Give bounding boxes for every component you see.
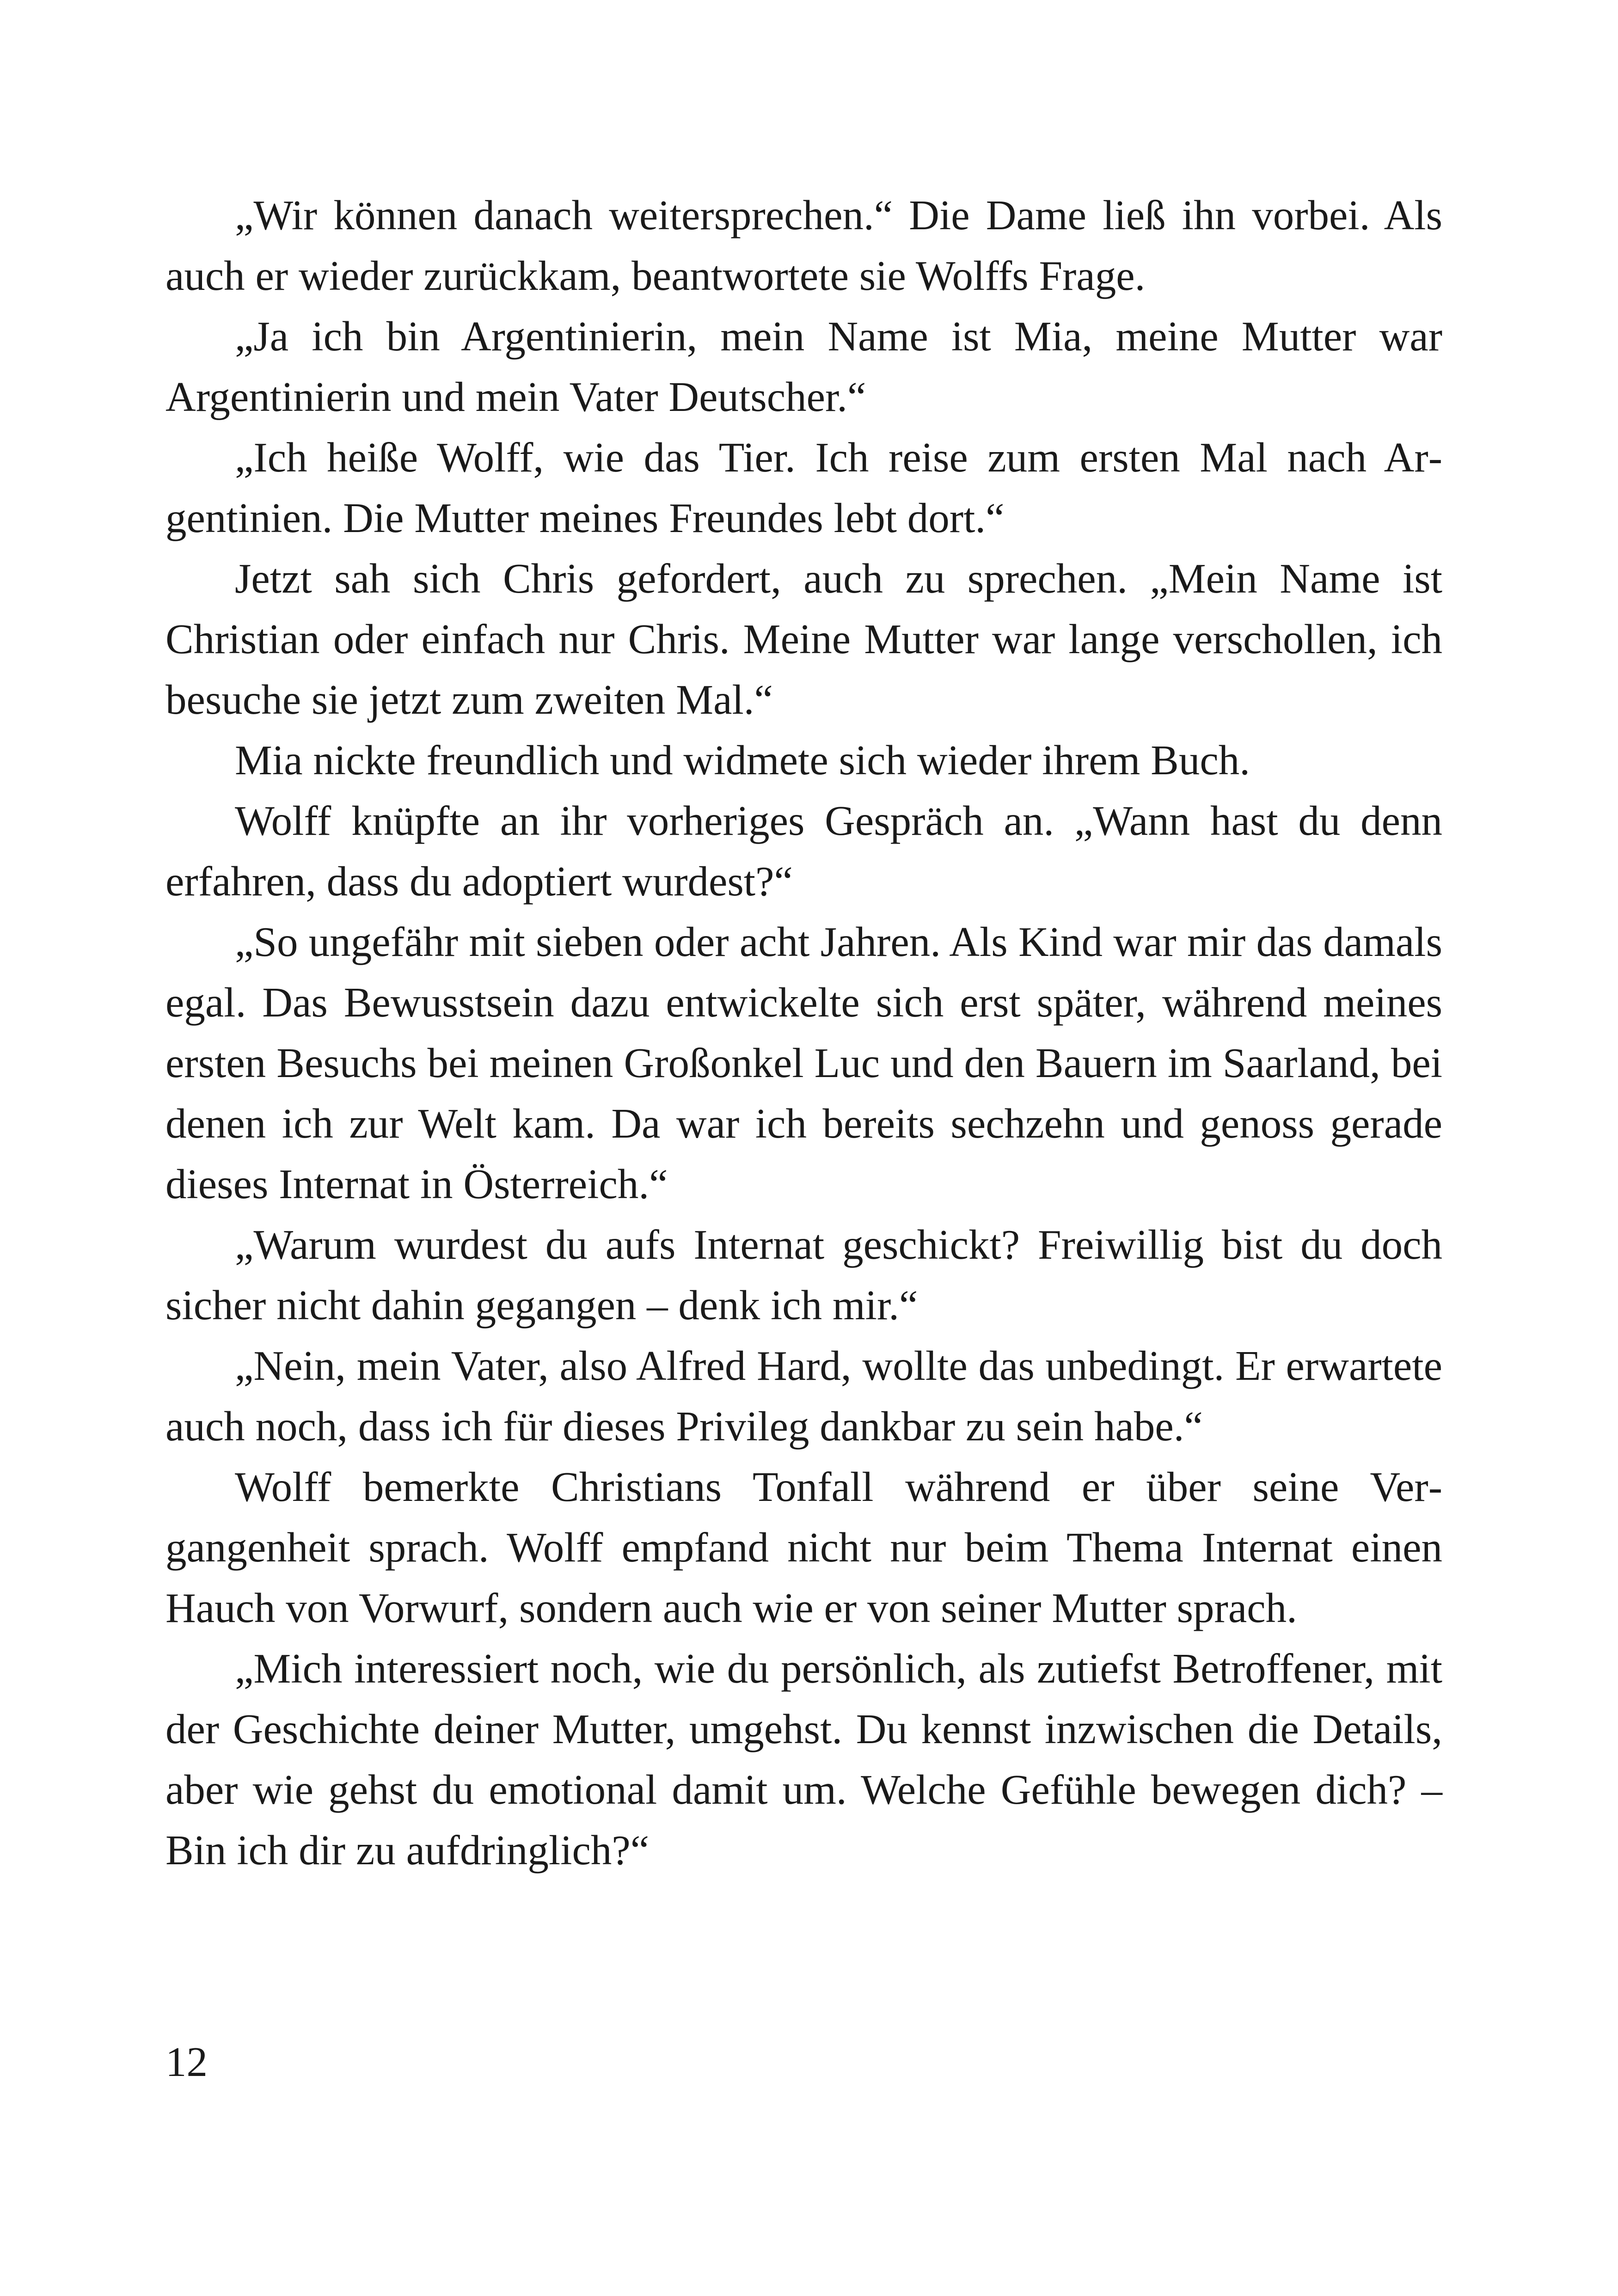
paragraph: „Ja ich bin Argentinierin, mein Name ist Mia, meine Mutter war Argentinierin und mein Vater Deutscher.“ [165,313,1442,420]
paragraph: Mia nickte freundlich und widmete sich wieder ihrem Buch. [235,737,1250,784]
page-number: 12 [165,2039,208,2085]
paragraph: „Warum wurdest du aufs Internat geschickt? Freiwillig bist du doch sicher nicht dahin gegangen – denk ich mir.“ [165,1221,1442,1329]
paragraph: Wolff bemerkte Christians Tonfall während er über seine Vergangenheit sprach. Wolff empfand nicht nur beim Thema Internat einen Hauch von Vorwurf, sondern auch wie er von seiner Mutter sprach. [165,1463,1442,1631]
body-text [165,185,1442,1880]
paragraph: „Nein, mein Vater, also Alfred Hard, wollte das unbedingt. Er erwartete auch noch, dass ich für dieses Privileg dankbar zu sein habe.“ [165,1342,1442,1450]
paragraph: „Mich interessiert noch, wie du persönlich, als zutiefst Betroffener, mit der Geschichte deiner Mutter, umgehst. Du kennst inzwischen die Details, aber wie gehst du emotional damit um. Welche Gefühle bewegen dich? – Bin ich dir zu aufdringlich?“ [165,1645,1442,1874]
paragraph: „So ungefähr mit sieben oder acht Jahren. Als Kind war mir das damals egal. Das Bewusstsein dazu entwickelte sich erst später, während meines ersten Besuchs bei meinen Großonkel Luc und den Bauern im Saarland, bei denen ich zur Welt kam. Da war ich bereits sechzehn und genoss gerade dieses Internat in Österreich.“ [165,918,1442,1207]
paragraph: „Wir können danach weitersprechen.“ Die Dame ließ ihn vorbei. Als auch er wieder zurückkam, beantwortete sie Wolffs Frage. [165,192,1442,299]
paragraph: Wolff knüpfte an ihr vorheriges Gespräch an. „Wann hast du denn erfahren, dass du adoptiert wurdest?“ [165,797,1442,905]
paragraph: „Ich heiße Wolff, wie das Tier. Ich reise zum ersten Mal nach Argentinien. Die Mutter meines Freundes lebt dort.“ [165,434,1442,541]
paragraph: Jetzt sah sich Chris gefordert, auch zu sprechen. „Mein Name ist Christian oder einfach nur Chris. Meine Mutter war lange verschollen, ich besuche sie jetzt zum zweiten Mal.“ [165,555,1442,723]
